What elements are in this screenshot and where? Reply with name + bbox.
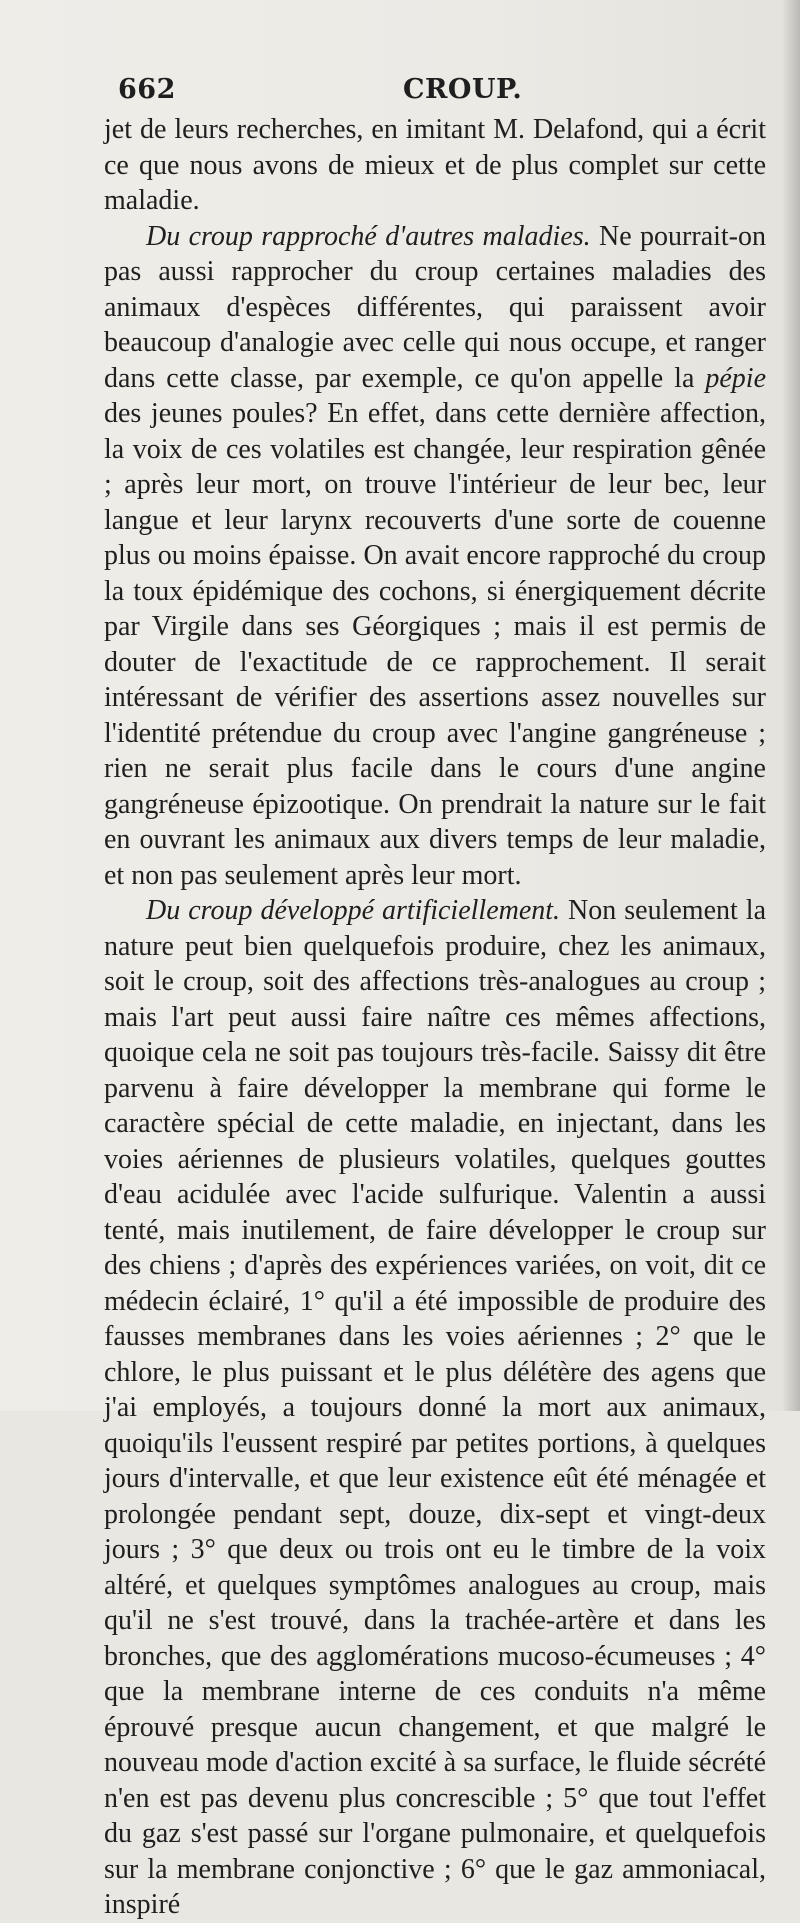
paragraph-text: Non seulement la nature peut bien quelquefois produire, chez les animaux, soit le croup, soit des affections très-analogues au croup ; mais l'art peut aussi faire naître ces mêmes affections, quoique cela ne soit pas toujours très-facile. Saissy dit être parvenu à faire développer la membrane qui forme le caractère spécial de cette maladie, en injectant, dans les voies aériennes de plusieurs volatiles, quelques gouttes d'eau acidulée avec l'acide sulfurique. Valentin a aussi tenté, mais inutilement, de faire développer le croup sur des chiens ; d'après des expériences variées, on voit, dit ce médecin éclairé, 1° qu'il a été impossible de produire des fausses membranes dans les voies aériennes ; 2° que le chlore, le plus puissant et le plus délétère des agens que j'ai employés, a toujours donné la mort aux animaux, quoiqu'ils l'eussent respiré par petites portions, à quelques jours d'intervalle, et que leur existence eût été ménagée et prolongée pendant sept, douze, dix-sept et vingt-deux jours ; 3° que deux ou trois ont eu le timbre de la voix altéré, et quelques symptômes analogues au croup, mais qu'il ne s'est trouvé, dans la trachée-artère et dans les bronches, que des agglomérations mucoso-écumeuses ; 4° que la membrane interne de ces conduits n'a même éprouvé presque aucun changement, et que malgré le nouveau mode d'action excité à sa surface, le fluide sécrété n'en est pas devenu plus concrescible ; 5° que tout l'effet du gaz s'est passé sur l'organe pulmonaire, et quelquefois sur la membrane conjonctive ; 6° que le gaz ammoniacal, inspiré	[104, 895, 767, 1920]
paragraph-text-continued: des jeunes poules? En effet, dans cette dernière affection, la voix de ces volatiles est changée, leur respiration gênée ; après leur mort, on trouve l'intérieur de leur bec, leur langue et leur larynx recouverts d'une sorte de couenne plus ou moins épaisse. On avait encore rapproché du croup la toux épidémique des cochons, si énergiquement décrite par Virgile dans ses Géorgiques ; mais il est permis de douter de l'exactitude de ce rapprochement. Il serait intéressant de vérifier des assertions assez nouvelles sur l'identité prétendue du croup avec l'angine gangréneuse ; rien ne serait plus facile dans le cours d'une angine gangréneuse épizootique. On prendrait la nature sur le fait en ouvrant les animaux aux divers temps de leur maladie, et non pas seulement après leur mort.	[104, 398, 766, 891]
paragraph-1	[104, 112, 766, 219]
page-number: 662	[118, 74, 176, 105]
italic-term: pépie	[705, 362, 766, 394]
page-header	[118, 74, 710, 114]
paragraph-2	[104, 219, 766, 894]
page-edge-shadow	[782, 0, 800, 1411]
running-title: CROUP.	[403, 74, 523, 105]
body-text	[104, 112, 766, 1923]
section-heading-croup-developpe: Du croup développé artificiellement.	[146, 895, 561, 926]
paragraph-text: jet de leurs recherches, en imitant M. Delafond, qui a écrit ce que nous avons de mieux et de plus complet sur cette maladie.	[104, 114, 766, 216]
section-heading-croup-rapproche: Du croup rapproché d'autres maladies.	[146, 220, 591, 252]
paragraph-text: Ne pourrait-on pas aussi rapprocher du croup certaines maladies des animaux d'espèces différentes, qui paraissent avoir beaucoup d'analogie avec celle qui nous occupe, et ranger dans cette classe, par exemple, ce qu'on appelle la	[104, 220, 767, 394]
paragraph-3	[104, 893, 766, 1923]
